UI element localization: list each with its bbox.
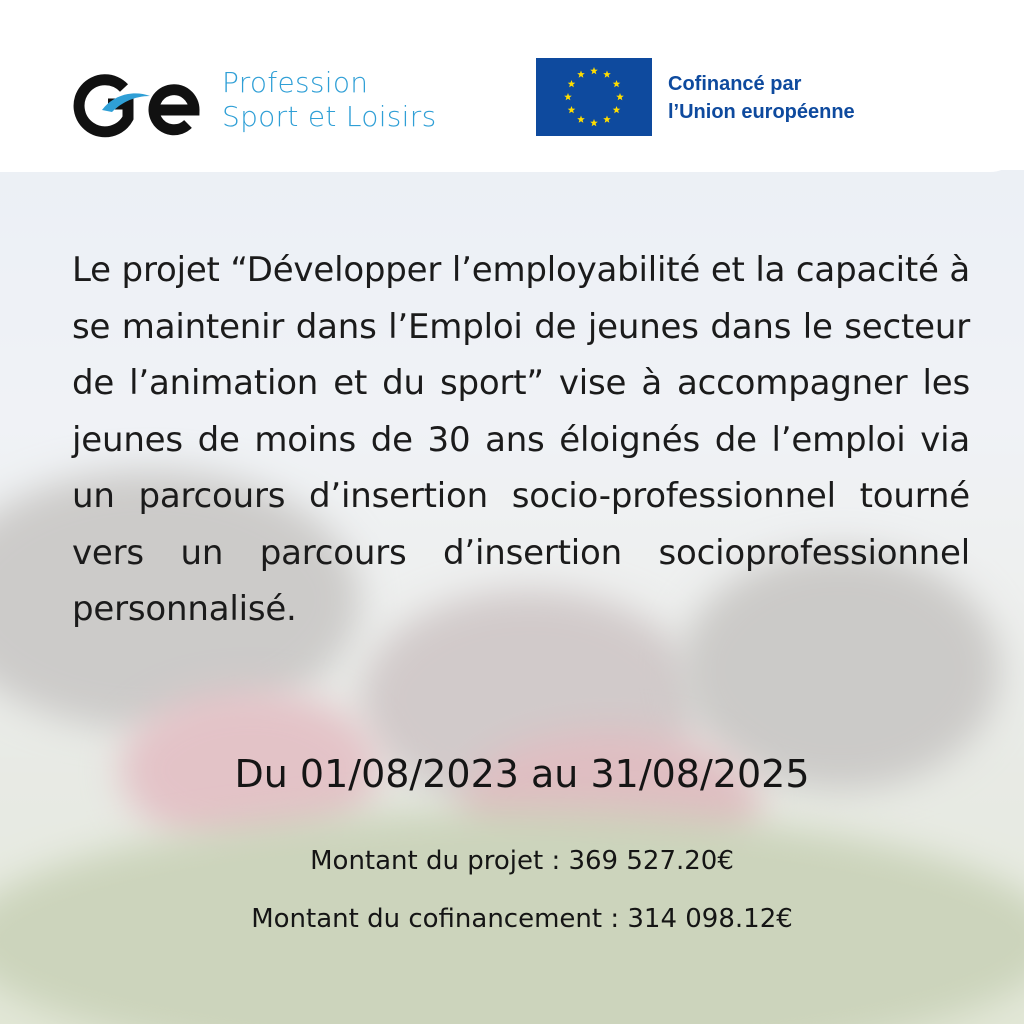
- cofinancing-amount: Montant du cofinancement : 314 098.12€: [251, 904, 793, 934]
- brand-name: [222, 66, 436, 134]
- eu-cofinancing-caption: [668, 70, 855, 126]
- eu-flag-icon: [536, 58, 652, 136]
- ge-logo-text: Ge: [72, 66, 74, 67]
- eu-caption-line-2: l’Union européenne: [668, 101, 855, 123]
- brand-line-2: Sport et Loisirs: [222, 100, 437, 133]
- project-dates: Du 01/08/2023 au 31/08/2025: [234, 752, 810, 796]
- project-description: Le projet “Développer l’employabilité et la capacité à se maintenir dans l’Emploi de jeunes dans le secteur de l’animation et du sport” vise à accompagner les jeunes de moins de 30 ans éloignés de l’emploi via un parcours d’insertion socio-professionnel tourné vers un parcours d’insertion socioprofessionnel personnalisé.: [72, 250, 970, 629]
- brand-line-1: Profession: [222, 66, 369, 99]
- ge-logo: [72, 66, 212, 138]
- eu-caption-line-1: Cofinancé par: [668, 73, 802, 95]
- project-amount: Montant du projet : 369 527.20€: [310, 846, 734, 876]
